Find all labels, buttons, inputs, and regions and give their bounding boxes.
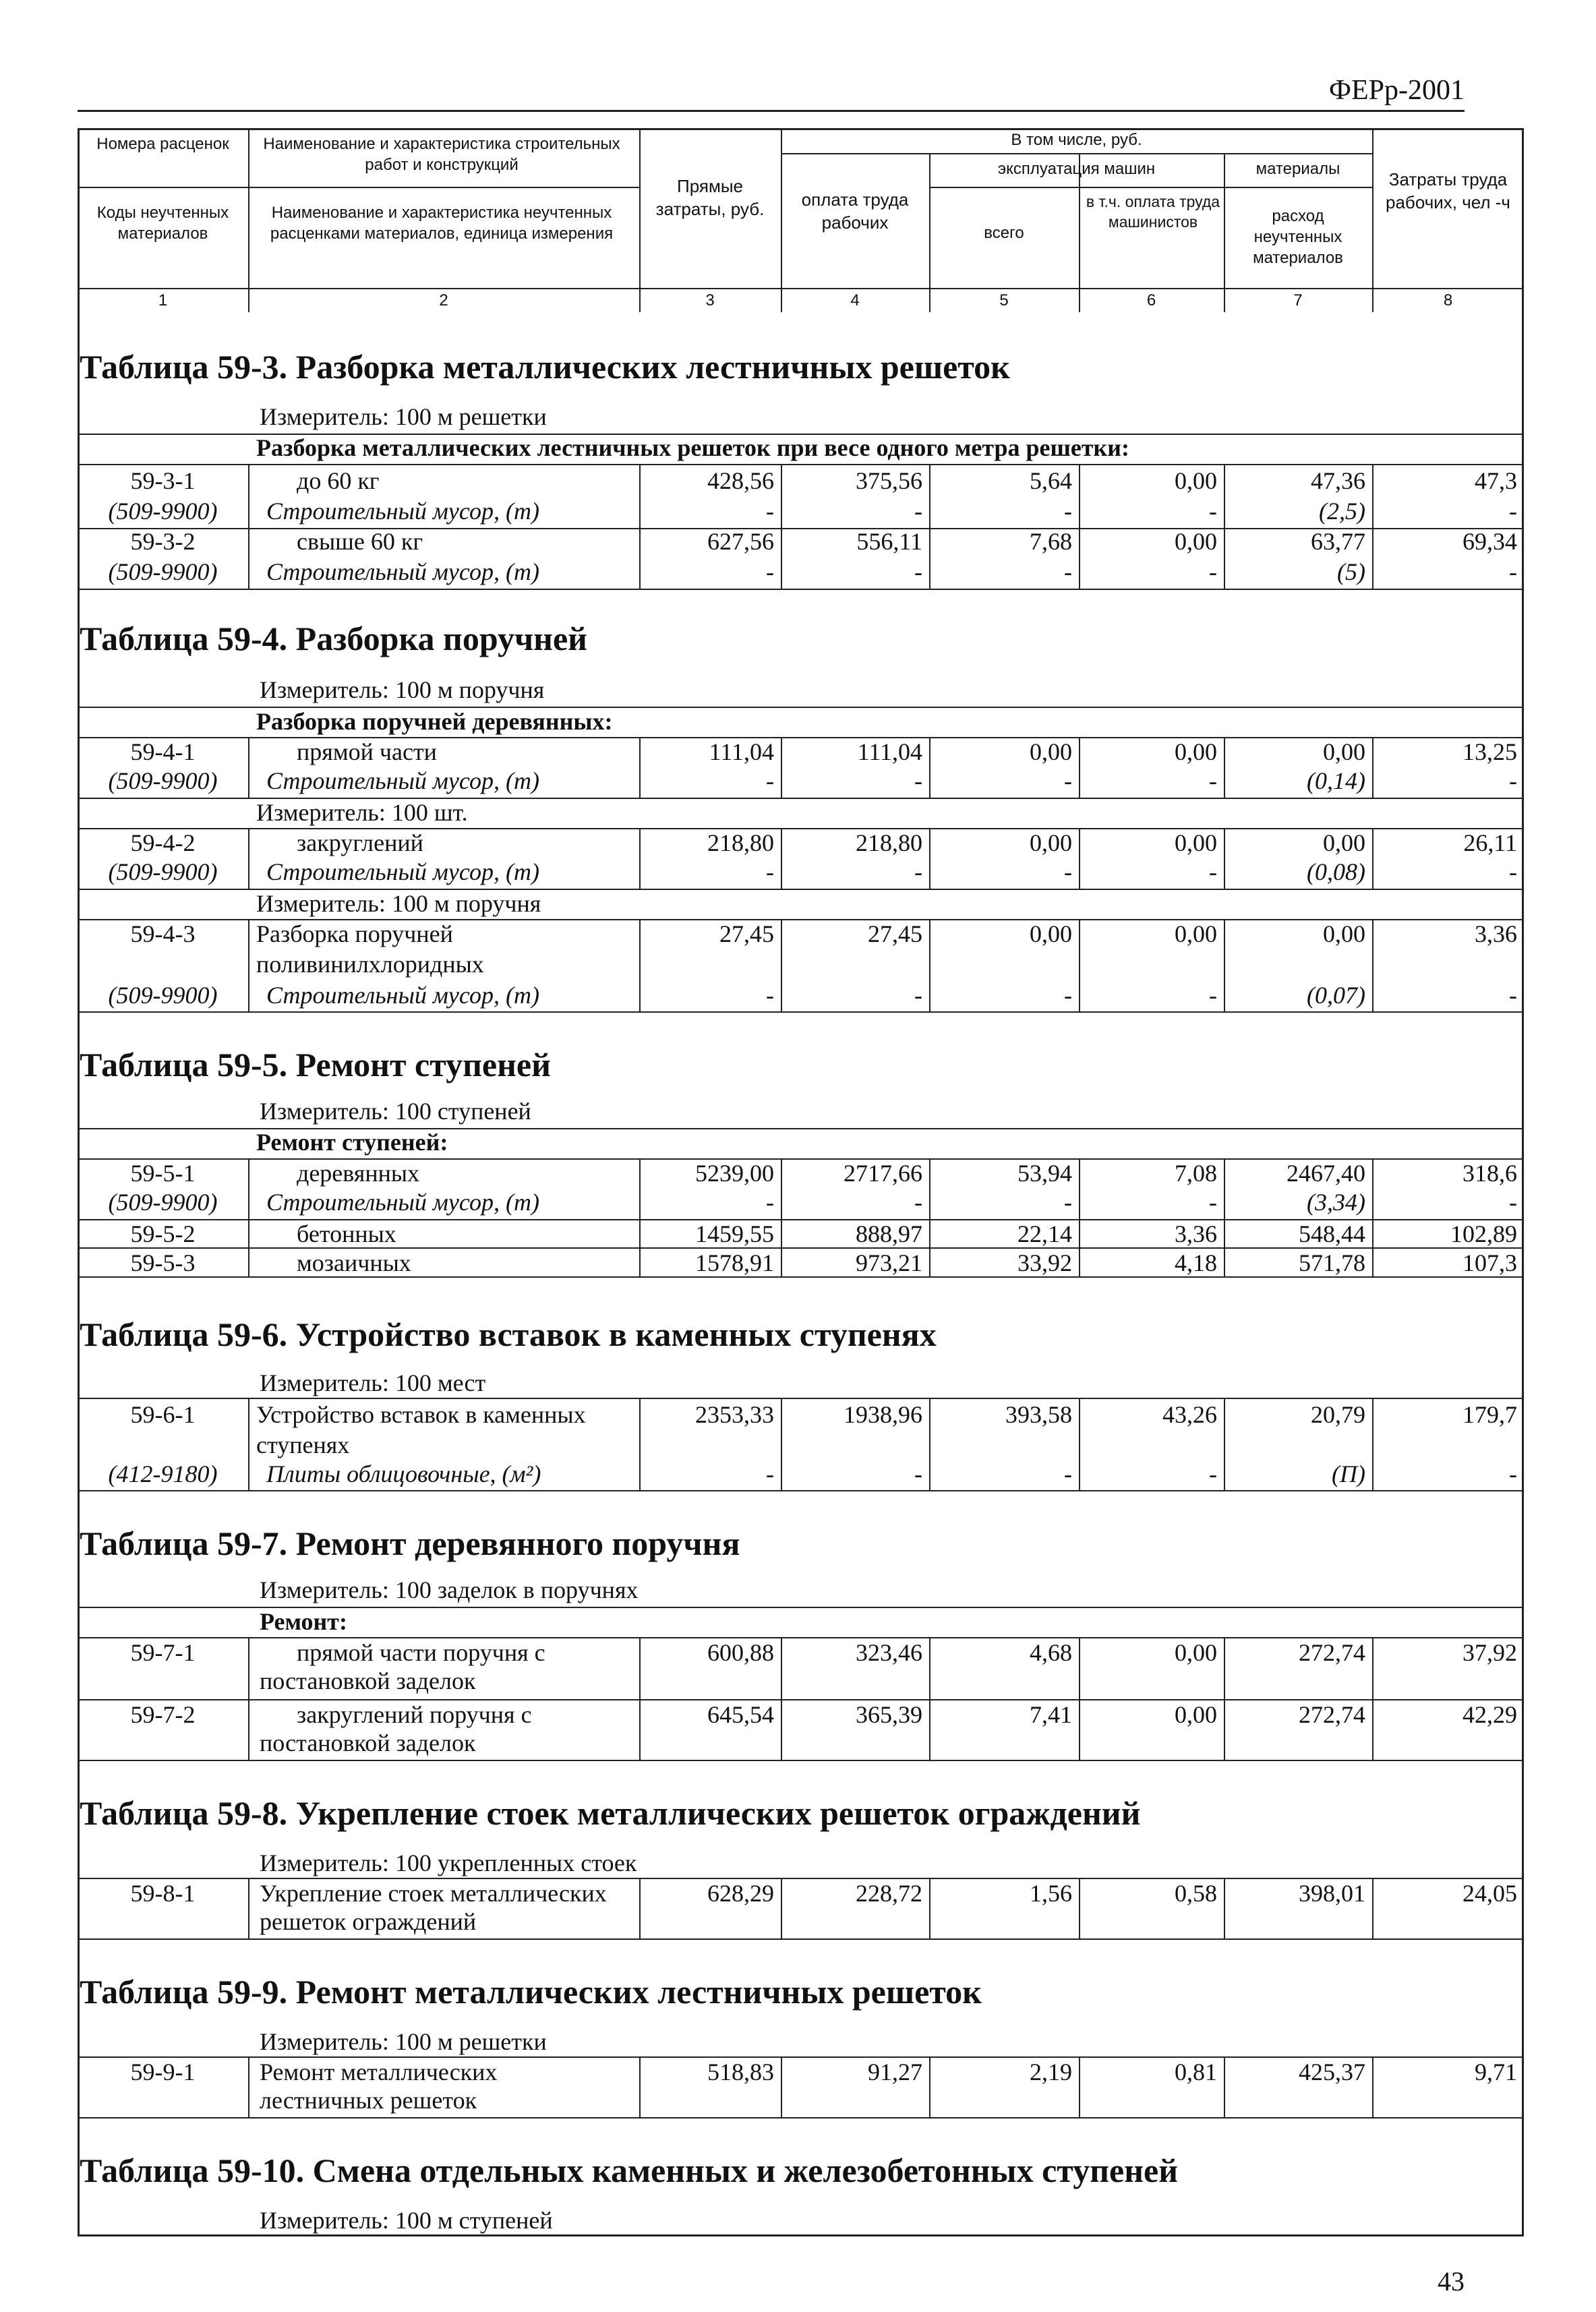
column-rule <box>248 828 249 889</box>
value-cell: 0,00 <box>1175 829 1217 856</box>
item-name: лестничных решеток <box>260 2087 477 2114</box>
material-code: (509-9900) <box>108 767 218 794</box>
value-cell: - <box>766 558 774 585</box>
material-code: (412-9180) <box>108 1460 218 1487</box>
value-cell: - <box>1064 1460 1072 1487</box>
value-cell: - <box>1064 498 1072 525</box>
value-cell: - <box>1209 1189 1217 1216</box>
value-cell: 22,14 <box>1017 1220 1072 1247</box>
value-cell: (0,07) <box>1307 982 1365 1009</box>
row-rule <box>78 1490 1524 1491</box>
measure-unit: Измеритель: 100 м решетки <box>260 2028 547 2055</box>
rate-code: 59-5-1 <box>130 1160 196 1187</box>
value-cell: 571,78 <box>1299 1249 1365 1276</box>
value-cell: 398,01 <box>1299 1880 1365 1907</box>
value-cell: - <box>1509 1189 1517 1216</box>
value-cell: - <box>766 767 774 794</box>
value-cell: 218,80 <box>856 829 922 856</box>
value-cell: 318,6 <box>1462 1160 1517 1187</box>
value-cell: - <box>1064 1189 1072 1216</box>
value-cell: 13,25 <box>1462 738 1517 765</box>
value-cell: 518,83 <box>707 2058 774 2085</box>
value-cell: 0,00 <box>1175 528 1217 555</box>
value-cell: 272,74 <box>1299 1639 1365 1666</box>
header-direct-costs: Прямые затраты, руб. <box>655 176 765 219</box>
rate-code: 59-5-2 <box>130 1220 196 1247</box>
column-rule <box>248 1637 249 1760</box>
top-rule <box>78 110 1465 112</box>
item-name: мозаичных <box>297 1249 411 1276</box>
measure-unit: Измеритель: 100 заделок в поручнях <box>260 1576 639 1603</box>
value-cell: 628,29 <box>707 1880 774 1907</box>
table-59-8-title: Таблица 59-8. Укрепление стоек металлических решеток ограждений <box>80 1794 1141 1832</box>
value-cell: - <box>914 498 922 525</box>
value-cell: 556,11 <box>856 528 922 555</box>
value-cell: 0,00 <box>1175 738 1217 765</box>
value-cell: - <box>1209 1460 1217 1487</box>
row-rule <box>78 2117 1524 2118</box>
col-num-7: 7 <box>1293 291 1303 309</box>
measure-unit: Измеритель: 100 м ступеней <box>260 2207 553 2234</box>
row-rule <box>78 1398 1524 1399</box>
rate-code: 59-3-1 <box>130 467 196 494</box>
rate-code: 59-8-1 <box>130 1880 196 1907</box>
measure-unit: Измеритель: 100 м поручня <box>256 890 541 917</box>
measure-unit: Измеритель: 100 м поручня <box>260 676 545 703</box>
material-name: Строительный мусор, (т) <box>266 858 539 885</box>
value-cell: - <box>1509 767 1517 794</box>
value-cell: 111,04 <box>857 738 922 765</box>
value-cell: - <box>1209 498 1217 525</box>
value-cell: (0,08) <box>1307 858 1365 885</box>
material-code: (509-9900) <box>108 498 218 525</box>
material-name: Строительный мусор, (т) <box>266 982 539 1009</box>
value-cell: 2353,33 <box>695 1401 774 1428</box>
item-name: закруглений <box>297 829 423 856</box>
value-cell: - <box>766 1189 774 1216</box>
row-rule <box>78 737 1524 738</box>
measure-unit: Измеритель: 100 мест <box>260 1369 486 1396</box>
value-cell: - <box>1509 982 1517 1009</box>
row-rule <box>78 1637 1524 1638</box>
value-cell: 3,36 <box>1475 920 1517 947</box>
column-rule <box>248 464 249 589</box>
header-machinist-pay: в т.ч. оплата труда машинистов <box>1086 193 1220 231</box>
column-rule <box>248 1158 249 1276</box>
value-cell: 37,92 <box>1462 1639 1517 1666</box>
value-cell: 228,72 <box>856 1880 922 1907</box>
value-cell: - <box>1509 498 1517 525</box>
material-code: (509-9900) <box>108 982 218 1009</box>
column-rule <box>248 1398 249 1490</box>
col-num-2: 2 <box>439 291 448 309</box>
rate-code: 59-4-3 <box>130 920 196 947</box>
value-cell: 548,44 <box>1299 1220 1365 1247</box>
value-cell: 9,71 <box>1475 2058 1517 2085</box>
value-cell: 42,29 <box>1462 1701 1517 1728</box>
col-num-5: 5 <box>999 291 1009 309</box>
value-cell: 600,88 <box>707 1639 774 1666</box>
value-cell: 53,94 <box>1017 1160 1072 1187</box>
item-name: бетонных <box>297 1220 396 1247</box>
value-cell: - <box>914 558 922 585</box>
value-cell: 107,3 <box>1462 1249 1517 1276</box>
value-cell: 888,97 <box>856 1220 922 1247</box>
document-code: ФЕРр-2001 <box>1328 75 1465 106</box>
value-cell: 1,56 <box>1030 1880 1072 1907</box>
row-rule <box>78 1699 1524 1700</box>
header-including: В том числе, руб. <box>1011 131 1142 149</box>
value-cell: 7,08 <box>1175 1160 1217 1187</box>
rate-code: 59-4-1 <box>130 738 196 765</box>
value-cell: (П) <box>1332 1460 1365 1487</box>
item-name: закруглений поручня с <box>297 1701 532 1728</box>
value-cell: - <box>766 1460 774 1487</box>
value-cell: 973,21 <box>856 1249 922 1276</box>
value-cell: - <box>914 1460 922 1487</box>
value-cell: - <box>914 982 922 1009</box>
header-material-codes: Коды неучтенных материалов <box>96 204 229 243</box>
item-name: ступенях <box>256 1431 350 1458</box>
material-code: (509-9900) <box>108 1189 218 1216</box>
value-cell: 91,27 <box>868 2058 922 2085</box>
item-name: прямой части <box>297 738 437 765</box>
col-num-6: 6 <box>1146 291 1156 309</box>
row-rule <box>78 1938 1524 1940</box>
value-cell: 5,64 <box>1030 467 1072 494</box>
header-work-name: Наименование и характеристика строительных работ и конструкций <box>263 135 620 175</box>
value-cell: 0,81 <box>1175 2058 1217 2085</box>
material-name: Строительный мусор, (т) <box>266 1189 539 1216</box>
value-cell: 393,58 <box>1005 1401 1072 1428</box>
value-cell: 428,56 <box>707 467 774 494</box>
value-cell: 1459,55 <box>695 1220 774 1247</box>
rate-code: 59-7-2 <box>130 1701 196 1728</box>
value-cell: 1578,91 <box>695 1249 774 1276</box>
value-cell: - <box>1064 982 1072 1009</box>
value-cell: 69,34 <box>1462 528 1517 555</box>
value-cell: 0,00 <box>1175 1639 1217 1666</box>
value-cell: - <box>1509 558 1517 585</box>
header-labor-costs: Затраты труда рабочих, чел -ч <box>1386 169 1510 212</box>
material-code: (509-9900) <box>108 558 218 585</box>
column-rule <box>248 737 249 798</box>
material-name: Строительный мусор, (т) <box>266 498 539 525</box>
value-cell: - <box>1509 858 1517 885</box>
value-cell: 4,18 <box>1175 1249 1217 1276</box>
column-rule <box>248 919 249 1011</box>
material-code: (509-9900) <box>108 858 218 885</box>
value-cell: 27,45 <box>719 920 774 947</box>
value-cell: 20,79 <box>1311 1401 1365 1428</box>
row-rule <box>78 1011 1524 1013</box>
item-name: Ремонт металлических <box>260 2058 498 2085</box>
measure-unit: Измеритель: 100 м решетки <box>260 403 547 430</box>
value-cell: 1938,96 <box>844 1401 922 1428</box>
value-cell: 0,00 <box>1323 920 1365 947</box>
table-59-9-title: Таблица 59-9. Ремонт металлических лестничных решеток <box>80 1973 982 2011</box>
page-number: 43 <box>1438 2266 1465 2296</box>
measure-unit: Измеритель: 100 укрепленных стоек <box>260 1849 637 1876</box>
row-rule <box>78 1760 1524 1761</box>
value-cell: 2717,66 <box>844 1160 922 1187</box>
table-59-7-title: Таблица 59-7. Ремонт деревянного поручня <box>80 1524 740 1562</box>
item-name: Разборка поручней <box>256 920 453 947</box>
value-cell: 0,00 <box>1175 920 1217 947</box>
rate-code: 59-3-2 <box>130 528 196 555</box>
material-name: Строительный мусор, (т) <box>266 767 539 794</box>
value-cell: - <box>914 767 922 794</box>
value-cell: - <box>1209 558 1217 585</box>
column-rule <box>248 2056 249 2117</box>
col-num-8: 8 <box>1443 291 1453 309</box>
value-cell: - <box>1064 858 1072 885</box>
row-rule <box>78 1247 1524 1249</box>
value-cell: - <box>1209 767 1217 794</box>
value-cell: 5239,00 <box>695 1160 774 1187</box>
col-num-1: 1 <box>158 291 168 309</box>
value-cell: 0,00 <box>1323 829 1365 856</box>
value-cell: 0,00 <box>1030 829 1072 856</box>
value-cell: 323,46 <box>856 1639 922 1666</box>
header-material-name: Наименование и характеристика неучтенных расценками материалов, единица измерения <box>270 204 614 243</box>
value-cell: 33,92 <box>1017 1249 1072 1276</box>
item-name: свыше 60 кг <box>297 528 423 555</box>
item-name: постановкой заделок <box>260 1729 476 1756</box>
value-cell: (3,34) <box>1307 1189 1365 1216</box>
value-cell: - <box>1064 767 1072 794</box>
value-cell: 0,00 <box>1030 920 1072 947</box>
group-heading: Разборка металлических лестничных решеток при весе одного метра решетки: <box>256 434 1129 461</box>
row-rule <box>78 589 1524 590</box>
value-cell: 0,00 <box>1030 738 1072 765</box>
group-heading: Разборка поручней деревянных: <box>256 708 613 735</box>
value-cell: 0,00 <box>1175 467 1217 494</box>
material-name: Плиты облицовочные, (м²) <box>266 1460 541 1487</box>
value-cell: 218,80 <box>707 829 774 856</box>
table-59-5-title: Таблица 59-5. Ремонт ступеней <box>80 1046 551 1084</box>
value-cell: - <box>766 858 774 885</box>
value-cell: - <box>914 858 922 885</box>
value-cell: 7,41 <box>1030 1701 1072 1728</box>
item-name: решеток ограждений <box>260 1908 477 1935</box>
value-cell: - <box>766 982 774 1009</box>
value-cell: 7,68 <box>1030 528 1072 555</box>
header-materials: материалы <box>1255 160 1340 178</box>
value-cell: - <box>1509 1460 1517 1487</box>
value-cell: 43,26 <box>1162 1401 1217 1428</box>
value-cell: 179,7 <box>1462 1401 1517 1428</box>
value-cell: 645,54 <box>707 1701 774 1728</box>
value-cell: 627,56 <box>707 528 774 555</box>
rate-code: 59-5-3 <box>130 1249 196 1276</box>
measure-unit: Измеритель: 100 ступеней <box>260 1098 531 1125</box>
value-cell: 4,68 <box>1030 1639 1072 1666</box>
item-name: Укрепление стоек металлических <box>260 1880 607 1907</box>
column-rule <box>248 1878 249 1938</box>
item-name: до 60 кг <box>297 467 380 494</box>
rate-code: 59-4-2 <box>130 829 196 856</box>
value-cell: 365,39 <box>856 1701 922 1728</box>
header-material-usage: расход неучтенных материалов <box>1253 207 1343 268</box>
value-cell: 27,45 <box>868 920 922 947</box>
group-heading: Ремонт ступеней: <box>256 1129 448 1156</box>
value-cell: 0,00 <box>1175 1701 1217 1728</box>
value-cell: 24,05 <box>1462 1880 1517 1907</box>
value-cell: 3,36 <box>1175 1220 1217 1247</box>
value-cell: 26,11 <box>1463 829 1517 856</box>
item-name: деревянных <box>297 1160 420 1187</box>
item-name: прямой части поручня с <box>297 1639 545 1666</box>
table-59-4-title: Таблица 59-4. Разборка поручней <box>80 620 587 657</box>
rate-code: 59-6-1 <box>130 1401 196 1428</box>
value-cell: 63,77 <box>1311 528 1365 555</box>
row-rule <box>78 464 1524 465</box>
value-cell: (5) <box>1337 558 1365 585</box>
rate-code: 59-9-1 <box>130 2058 196 2085</box>
value-cell: 0,00 <box>1323 738 1365 765</box>
value-cell: 2467,40 <box>1287 1160 1365 1187</box>
header-worker-pay: оплата труда рабочих <box>801 189 909 233</box>
value-cell: 111,04 <box>709 738 774 765</box>
row-rule <box>78 828 1524 829</box>
value-cell: 47,36 <box>1311 467 1365 494</box>
group-heading: Ремонт: <box>260 1608 347 1635</box>
value-cell: 47,3 <box>1475 467 1517 494</box>
value-cell: - <box>1064 558 1072 585</box>
table-59-3-title: Таблица 59-3. Разборка металлических лестничных решеток <box>80 348 1010 386</box>
table-59-6-title: Таблица 59-6. Устройство вставок в каменных ступенях <box>80 1315 937 1353</box>
value-cell: (0,14) <box>1307 767 1365 794</box>
row-rule <box>78 1276 1524 1278</box>
material-name: Строительный мусор, (т) <box>266 558 539 585</box>
rate-code: 59-7-1 <box>130 1639 196 1666</box>
value-cell: 425,37 <box>1299 2058 1365 2085</box>
value-cell: 272,74 <box>1299 1701 1365 1728</box>
item-name: постановкой заделок <box>260 1667 476 1694</box>
value-cell: 0,58 <box>1175 1880 1217 1907</box>
col-num-3: 3 <box>705 291 715 309</box>
value-cell: 102,89 <box>1450 1220 1517 1247</box>
row-rule <box>78 1878 1524 1879</box>
value-cell: - <box>914 1189 922 1216</box>
header-rate-numbers: Номера расценок <box>96 135 229 153</box>
measure-unit: Измеритель: 100 шт. <box>256 799 468 826</box>
value-cell: - <box>1209 982 1217 1009</box>
value-cell: - <box>766 498 774 525</box>
value-cell: 375,56 <box>856 467 922 494</box>
header-machines: эксплуатация машин <box>997 160 1156 178</box>
header-machines-total: всего <box>984 224 1024 242</box>
table-59-10-title: Таблица 59-10. Смена отдельных каменных и железобетонных ступеней <box>80 2152 1179 2189</box>
value-cell: (2,5) <box>1319 498 1365 525</box>
value-cell: - <box>1209 858 1217 885</box>
table-header <box>78 128 1524 312</box>
item-name: поливинилхлоридных <box>256 951 484 978</box>
row-rule <box>78 2056 1524 2058</box>
item-name: Устройство вставок в каменных <box>256 1401 586 1428</box>
value-cell: 2,19 <box>1030 2058 1072 2085</box>
col-num-4: 4 <box>850 291 860 309</box>
